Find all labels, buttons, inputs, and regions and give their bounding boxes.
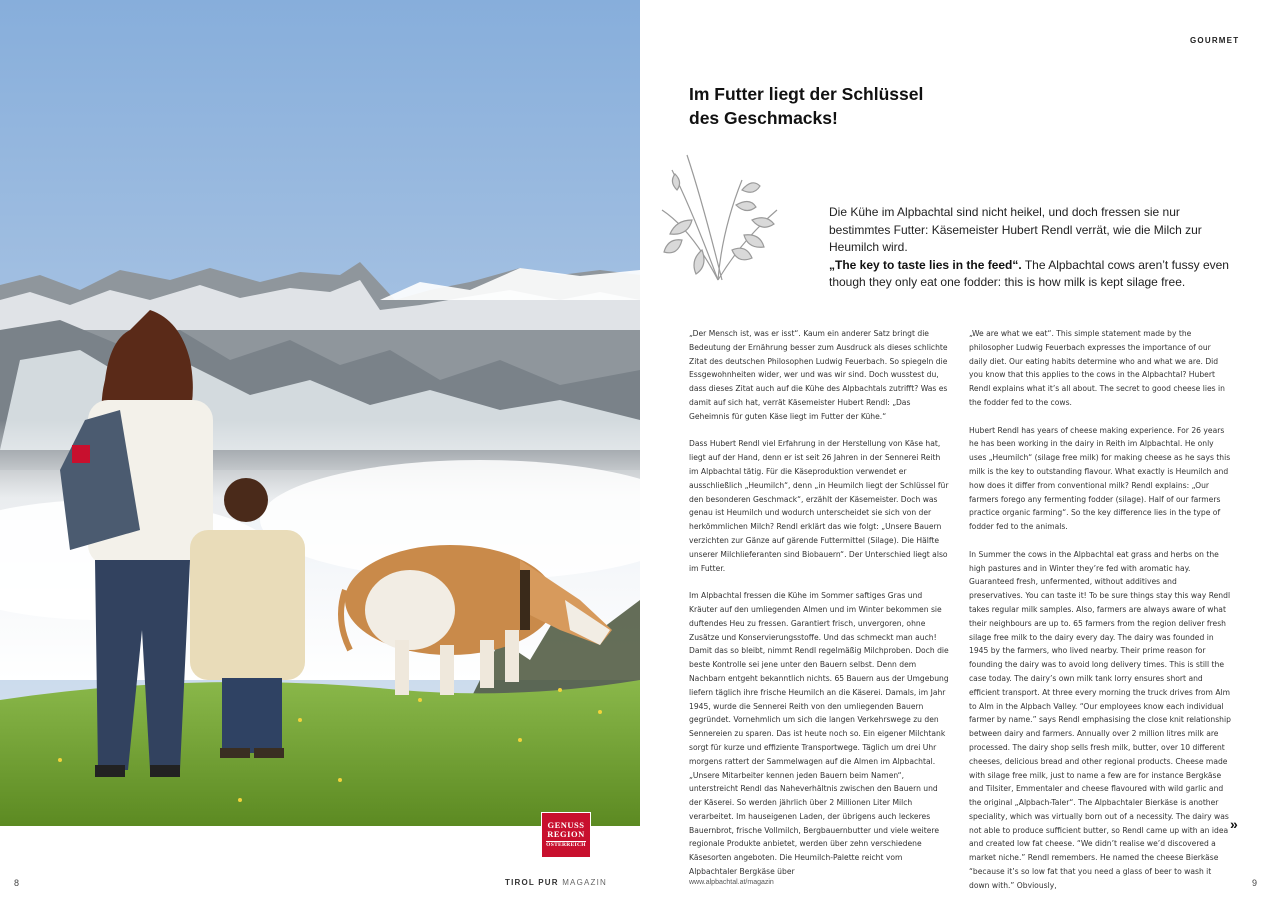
paragraph-en-3: In Summer the cows in the Alpbachtal eat grass and herbs on the high pastures and in Winter they’re fed with aromatic hay. Guaranteed fresh, unfermented, without additives and preservatives. You can taste it! To be sure things stay this way Rendl takes regular milk samples. Also, farmers are always aware of what their neighbours are up to. 65 farmers from the region deliver fresh silage free milk to the dairy every day. The dairy was founded in 1945 by the farmers, who lived nearby. Their prime reason for founding the dairy was to avoid long delivery times. This is still the case today. The dairy’s own milk tank lorry ensures short and efficient transport. At three every morning the truck drives from Alm to Alm in the Alpbach Valley. “Our employees know each individual farmer by name.” says Rendl emphasising the close knit relationship between dairy and farmers. Annually over 2 million litres milk are processed. The dairy shop sells fresh milk, butter, over 10 different cheeses, delicious bread and other regional products. Cheese made with silage free milk, just to name a few are for instance Bergkäse and Tilsiter, Emmentaler and cheese flavoured with wild garlic and the original „Alpbach-Taler“. The Alpbachtaler Bierkäse is another speciality, which was virtually born out of a necessity. The dairy was not able to produce sufficient butter, so Rendl came up with an idea and created low fat cheese. “We didn’t realise we’d discovered a market niche.” Rendl remembers. He named the cheese Bierkäse “because it’s so low fat that you need a glass of beer to wash it down with.” Obviously,: [969, 549, 1231, 890]
continue-arrow-icon[interactable]: »: [1230, 816, 1238, 832]
magazine-name-bold: TIROL PUR: [505, 878, 559, 887]
footer-url[interactable]: www.alpbachtal.at/magazin: [689, 879, 774, 886]
lead-english-bold: „The key to taste lies in the feed“.: [829, 257, 1022, 272]
page-number-right: 9: [1252, 878, 1258, 888]
headline: [689, 82, 1009, 130]
paragraph-de-3: Im Alpbachtal fressen die Kühe im Sommer saftiges Gras und Kräuter auf den umliegenden Almen und im Winter bekommen sie duftendes Heu zu fressen. Garantiert frisch, unvergoren, ohne Zusätze und Konservierungsstoffe. Und das schmeckt man auch! Damit das so bleibt, nimmt Rendl regelmäßig Milchproben. Doch die beste Kontrolle sei jene unter den Bauern selbst. Denn dem Nachbarn entgeht bekanntlich nichts. 65 Bauern aus der Umgebung liefern täglich ihre frische Heumilch an die Käserei. Damals, im Jahr 1945, wurde die Sennerei Reith von den umliegenden Bauern gegründet. Vornehmlich um sich die langen Verkehrswege zu den Sennereien zu sparen. Das ist heute noch so. Ein eigener Milchtank sorgt für kurze und effiziente Transportwege. Täglich um drei Uhr morgens rattert der Sammelwagen auf die Almen im Alpbachtal. „Unsere Mitarbeiter kennen jeden Bauern beim Namen“, unterstreicht Rendl das Naheverhältnis zwischen den Bauern und der Käserei. So werden jährlich über 2 Millionen Liter Milch verarbeitet. Im hauseigenen Laden, der übrigens auch leckeres Bauernbrot, frische Vollmilch, Bergbauernbutter und viele weitere regionale Produkte anbietet, werden über zehn verschiedene Käsesorten angeboten. Die Heumilch-Palette reicht vom Alpbachtaler Bergkäse über: [689, 591, 949, 877]
badge-line3: ÖSTERREICH: [546, 842, 586, 849]
magazine-name-light: MAGAZIN: [558, 878, 608, 887]
cover-photo: [0, 0, 640, 826]
column-english: [969, 327, 1231, 905]
badge-line1: GENUSS: [547, 820, 585, 831]
column-german: [689, 327, 949, 893]
paragraph-en-2: Hubert Rendl has years of cheese making experience. For 26 years he has been working in the dairy in Reith im Alpbachtal. He only uses „Heumilch“ (silage free milk) for making cheese as he says this milk is the key to outstanding flavour. What exactly is Heumilch and how does it differ from conventional milk? Rendl explains: „Our farmers forego any fermenting fodder (silage). Half of our farmers practice organic farming“. So the key difference lies in the type of fodder fed to the animals.: [969, 425, 1231, 532]
paragraph-de-1: „Der Mensch ist, was er isst“. Kaum ein anderer Satz bringt die Bedeutung der Ernährung besser zum Ausdruck als dieses schlichte Zitat des deutschen Philosophen Ludwig Feuerbach. So spiegeln die Essgewohnheiten wider, wer und was wir sind. Doch wusstest du, dass dieses Zitat auch auf die Kühe des Alpbachtals zutrifft? Was es damit auf sich hat, verrät Käsemeister Hubert Rendl: „Das Geheimnis für guten Käse liegt im Futter der Kühe.“: [689, 329, 948, 421]
headline-line1: Im Futter liegt der Schlüssel: [689, 84, 924, 104]
paragraph-de-2: Dass Hubert Rendl viel Erfahrung in der Herstellung von Käse hat, liegt auf der Hand, denn er ist seit 26 Jahren in der Sennerei Reith im Alpbachtal tätig. Für die Käseproduktion verwendet er ausschließlich „Heumilch“, denn „in Heumilch liegt der Schlüssel für den besonderen Geschmack“, erzählt der Käsemeister. Doch was genau ist Heumilch und wodurch unterscheidet sie sich von der herkömmlichen Milch? Rendl erklärt das wie folgt: „Unsere Bauern verzichten zur Gänze auf gärende Futtermittel (Silage). Die Hälfte unserer Milchlieferanten sind Biobauern“. Der Unterschied liegt also im Futter.: [689, 439, 949, 573]
badge-line2: REGION: [547, 829, 585, 840]
lead-paragraph: [829, 204, 1234, 292]
magazine-name: [505, 878, 607, 887]
lead-german: Die Kühe im Alpbachtal sind nicht heikel, und doch fressen sie nur bestimmtes Futter: Käsemeister Hubert Rendl verrät, wie die Milch zur Heumilch wird.: [829, 205, 1202, 254]
genuss-region-badge: [541, 812, 591, 858]
lead-english: The Alpbachtal cows aren’t fussy even though they only eat one fodder: this is how milk is kept silage free.: [829, 257, 1229, 289]
section-label: GOURMET: [1190, 36, 1240, 45]
herb-illustration: [652, 150, 784, 290]
paragraph-en-1: „We are what we eat“. This simple statement made by the philosopher Ludwig Feuerbach expresses the importance of our daily diet. Our eating habits determine who and what we are. Did you know that this applies to the cows in the Alpbachtal? Hubert Rendl explains what it’s all about. The secret to good cheese lies in the fodder fed to the cows.: [969, 329, 1225, 407]
headline-line2: des Geschmacks!: [689, 108, 838, 128]
page-number-left: 8: [14, 878, 20, 888]
